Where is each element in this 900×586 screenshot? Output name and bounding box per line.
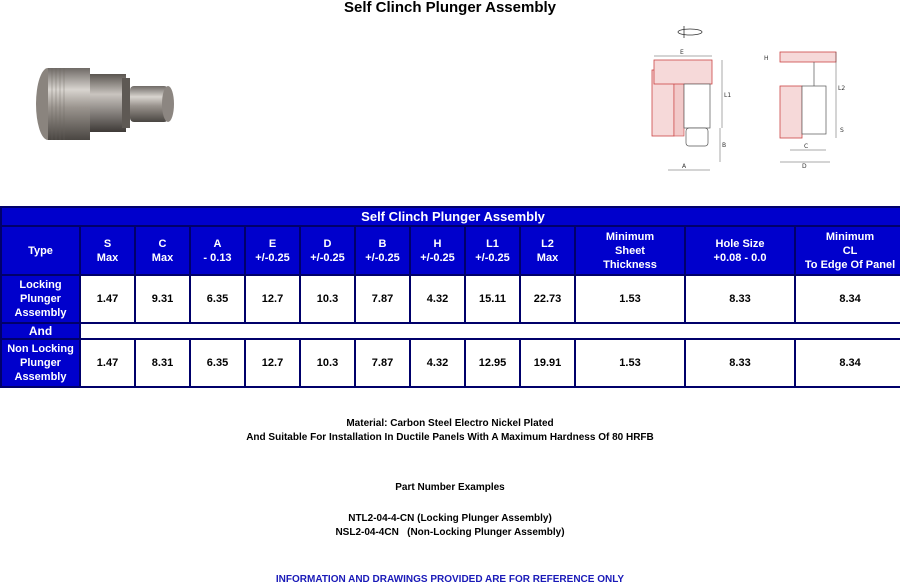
cell-min-cl: 8.34 [795, 275, 900, 323]
header-row [1, 226, 900, 275]
cell-a: 6.35 [190, 275, 245, 323]
header-h: H +/-0.25 [410, 226, 465, 275]
cell-e: 12.7 [245, 275, 300, 323]
header-a: A - 0.13 [190, 226, 245, 275]
cell-a: 6.35 [190, 339, 245, 387]
material-note [0, 417, 900, 445]
example-2: NSL2-04-4CN (Non-Locking Plunger Assembly) [335, 527, 565, 538]
header-min-cl: Minimum CL To Edge Of Panel [795, 226, 900, 275]
cell-l2: 22.73 [520, 275, 575, 323]
material-line-2: And Suitable For Installation In Ductile Panels With A Maximum Hardness Of 80 HRFB [246, 432, 654, 443]
cell-c: 9.31 [135, 275, 190, 323]
cell-min-cl: 8.34 [795, 339, 900, 387]
example-1: NTL2-04-4-CN (Locking Plunger Assembly) [348, 513, 552, 524]
cell-h: 4.32 [410, 275, 465, 323]
label-e: E [680, 49, 684, 56]
page-title: Self Clinch Plunger Assembly [344, 0, 556, 16]
label-h: H [764, 55, 769, 62]
cell-e: 12.7 [245, 339, 300, 387]
footer-disclaimer: INFORMATION AND DRAWINGS PROVIDED ARE FOR REFERENCE ONLY [275, 574, 625, 585]
table-row [1, 275, 900, 323]
header-s: S Max [80, 226, 135, 275]
header-c: C Max [135, 226, 190, 275]
header-b: B +/-0.25 [355, 226, 410, 275]
cell-d: 10.3 [300, 339, 355, 387]
cell-s: 1.47 [80, 339, 135, 387]
label-d: D [802, 163, 807, 170]
header-hole-size: Hole Size +0.08 - 0.0 [685, 226, 795, 275]
label-s: S [840, 127, 844, 134]
technical-drawing [640, 22, 870, 172]
header-l1: L1 +/-0.25 [465, 226, 520, 275]
product-photo [30, 60, 180, 150]
label-l2: L2 [838, 85, 846, 92]
cell-l1: 15.11 [465, 275, 520, 323]
label-a: A [682, 163, 687, 170]
cell-hole-size: 8.33 [685, 339, 795, 387]
header-type: Type [1, 226, 80, 275]
cell-hole-size: 8.33 [685, 275, 795, 323]
label-l1: L1 [724, 92, 732, 99]
examples-list [0, 512, 900, 540]
header-d: D +/-0.25 [300, 226, 355, 275]
cell-b: 7.87 [355, 339, 410, 387]
cell-l1: 12.95 [465, 339, 520, 387]
header-e: E +/-0.25 [245, 226, 300, 275]
cell-min-sheet: 1.53 [575, 275, 685, 323]
type-cell: Locking Plunger Assembly [1, 275, 80, 323]
label-c: C [804, 143, 809, 150]
header-l2: L2 Max [520, 226, 575, 275]
type-cell: Non Locking Plunger Assembly [1, 339, 80, 387]
cell-min-sheet: 1.53 [575, 339, 685, 387]
cell-l2: 19.91 [520, 339, 575, 387]
cell-d: 10.3 [300, 275, 355, 323]
table-row [1, 339, 900, 387]
examples-title: Part Number Examples [395, 482, 505, 493]
cell-s: 1.47 [80, 275, 135, 323]
label-b: B [722, 142, 727, 149]
separator-row [1, 323, 900, 339]
cell-b: 7.87 [355, 275, 410, 323]
table-title: Self Clinch Plunger Assembly [1, 207, 900, 226]
header-min-sheet: Minimum Sheet Thickness [575, 226, 685, 275]
spec-table [0, 206, 900, 388]
cell-c: 8.31 [135, 339, 190, 387]
separator-label: And [1, 323, 80, 339]
cell-h: 4.32 [410, 339, 465, 387]
material-line-1: Material: Carbon Steel Electro Nickel Plated [346, 418, 554, 429]
